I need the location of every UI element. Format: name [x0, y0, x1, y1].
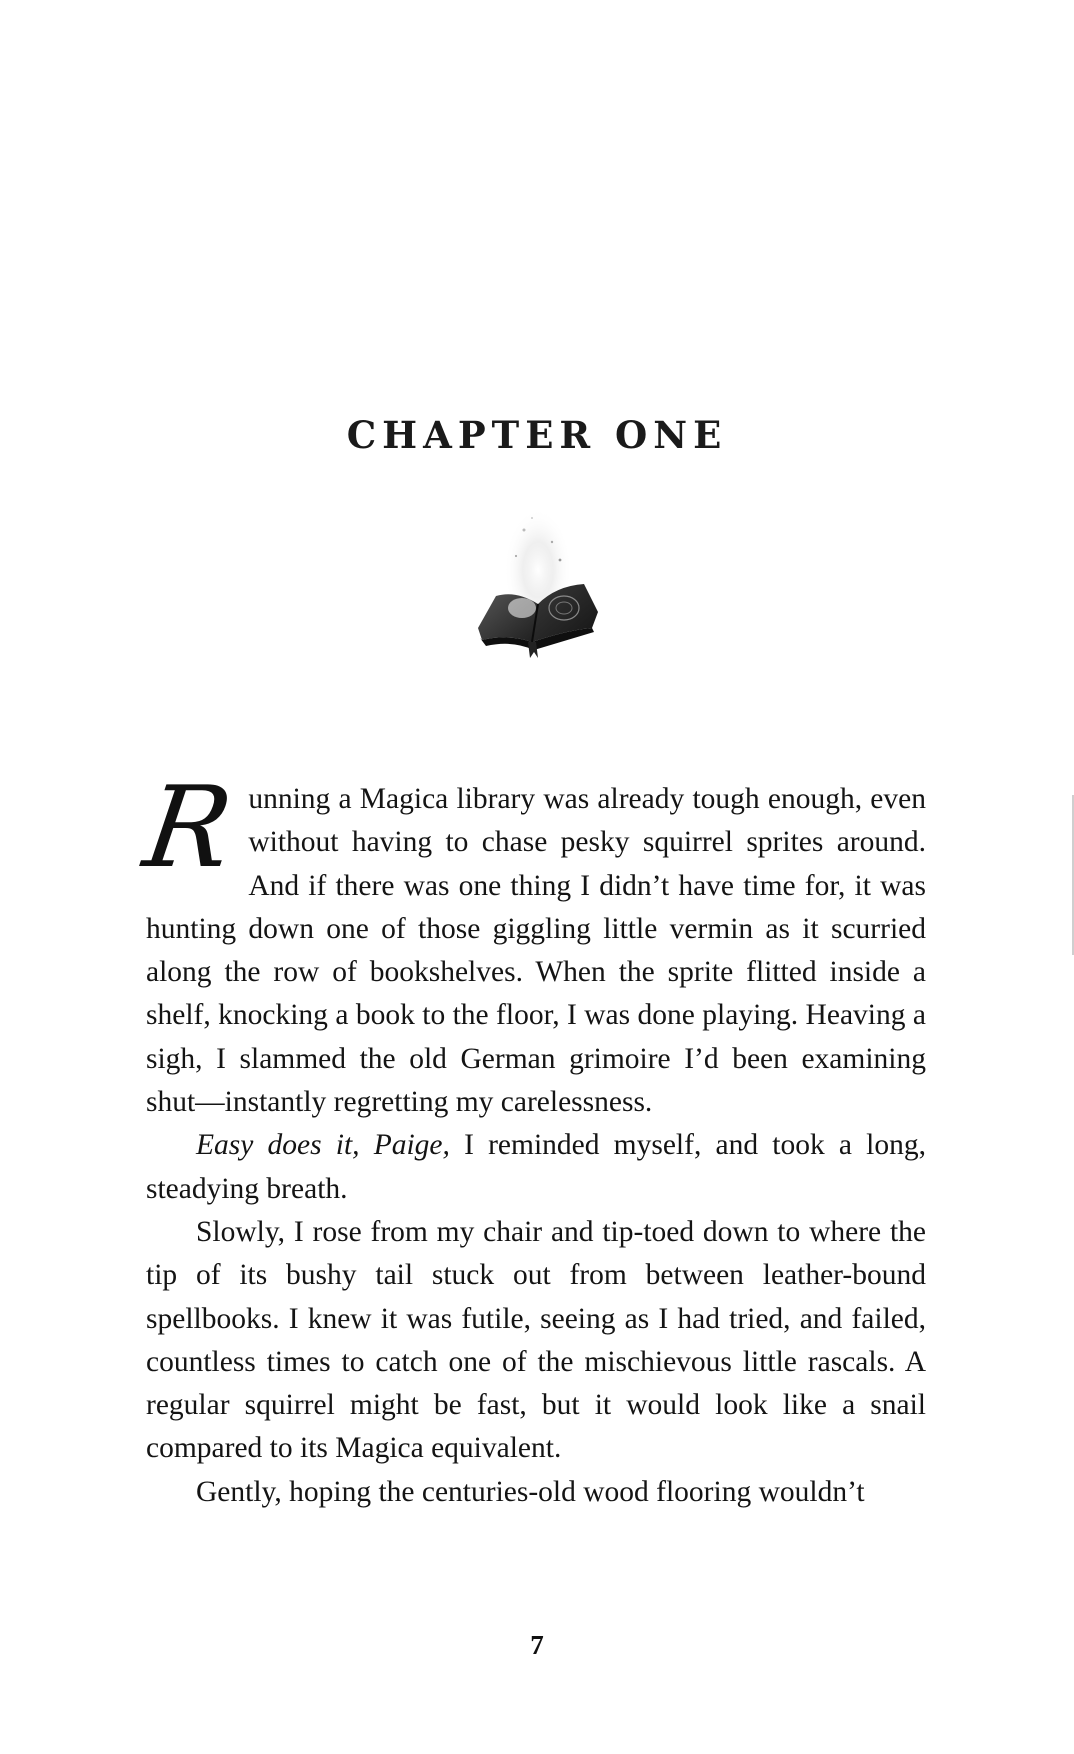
- paragraph: [146, 1124, 926, 1211]
- chapter-title: CHAPTER ONE: [346, 412, 728, 457]
- paragraph-opening: [137, 763, 926, 1124]
- italic-thought: Easy does it, Paige,: [196, 1129, 450, 1162]
- paragraph: [146, 1211, 926, 1471]
- paragraph: [146, 1471, 926, 1514]
- page-number: 7: [530, 1630, 544, 1660]
- paragraph-text: unning a Magica library was already tough enough, even without having to chase pesky squirrel sprites around. And if there was one thing I didn’t have time for, it was hunting down one of those giggling little vermin as it scurried along the row of bookshelves. When the sprite flitted inside a shelf, knocking a book to the floor, I was done playing. Heaving a sigh, I slammed the old German grimoire I’d been examining shut—instantly regretting my carelessness.: [146, 783, 926, 1119]
- chapter-body: [137, 763, 926, 1514]
- open-spellbook-icon: [472, 500, 612, 660]
- paragraph-text: Gently, hoping the centuries-old wood flooring wouldn’t: [196, 1475, 865, 1508]
- drop-cap-letter: R: [137, 763, 240, 893]
- paragraph-text: Slowly, I rose from my chair and tip-toed down to where the tip of its bushy tail stuck out from between leather-bound spellbooks. I knew it was futile, seeing as I had tried, and failed, countless times to catch one of the mischievous little rascals. A regular squirrel might be fast, but it would look like a snail compared to its Magica equivalent.: [146, 1215, 926, 1465]
- paragraph-text: I reminded myself, and took a long, steadying breath.: [146, 1129, 926, 1205]
